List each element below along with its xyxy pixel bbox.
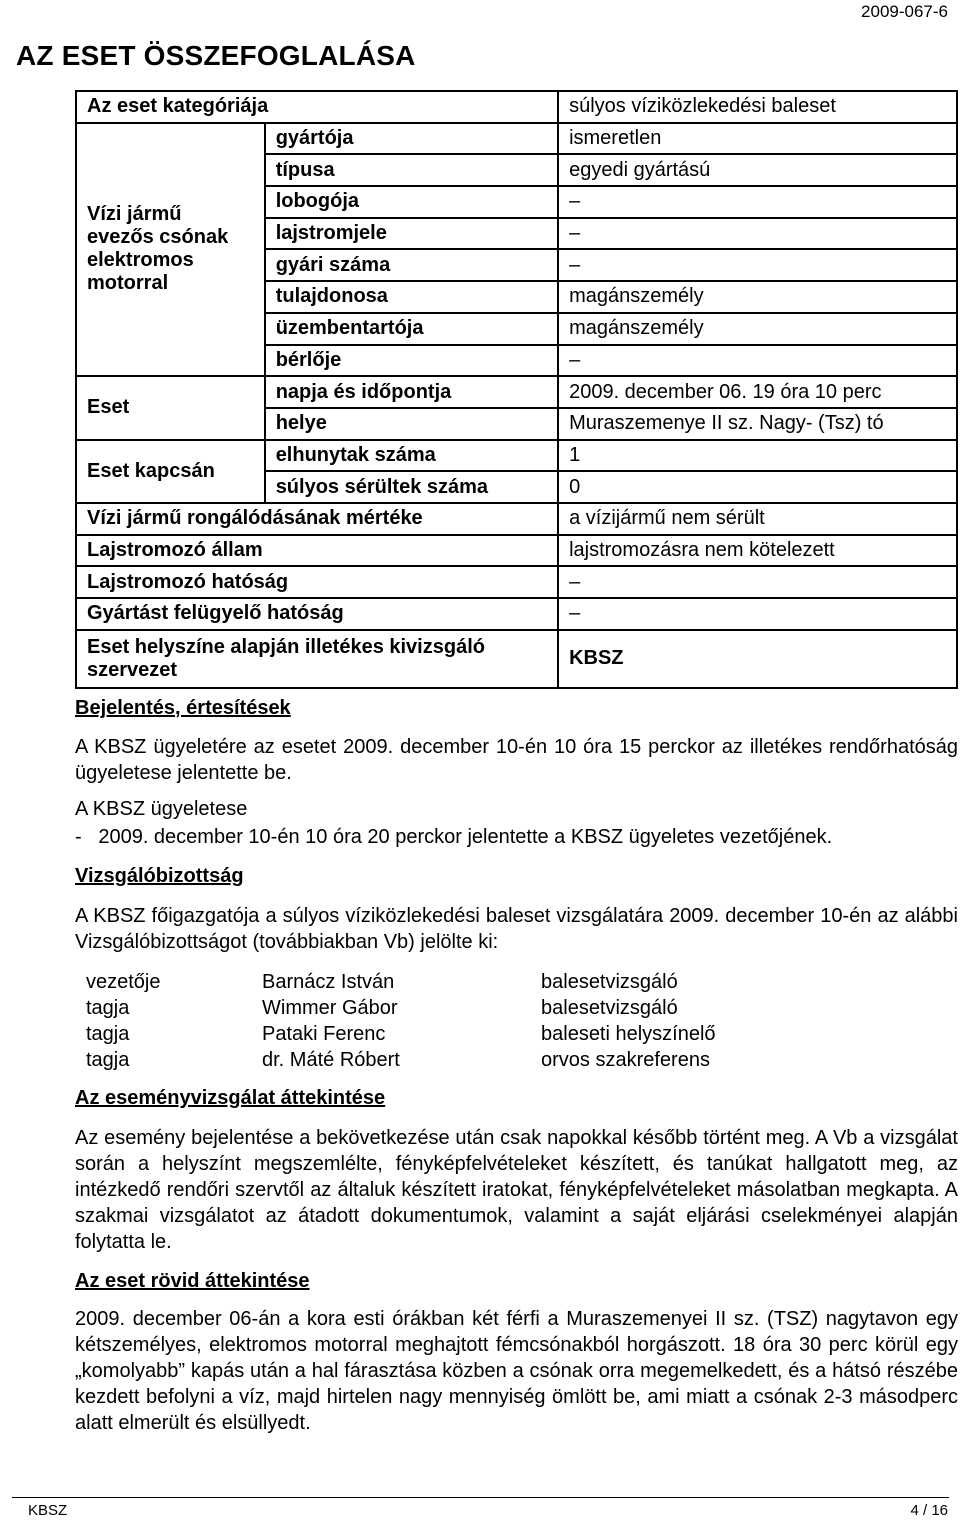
related-row-value: 1 [558, 440, 957, 472]
vessel-row-label: lobogója [265, 186, 558, 218]
member-title: baleseti helyszínelő [541, 1023, 716, 1045]
table-row [76, 440, 957, 472]
footer-org: KBSZ [28, 1502, 68, 1519]
vessel-group-line: elektromos [87, 249, 194, 272]
committee-intro: A KBSZ főigazgatója a súlyos víziközlekedési baleset vizsgálatára 2009. december 10-én az alábbi Vizsgálóbizottságot (továbbiakban Vb) jelölte ki: [75, 905, 958, 953]
vessel-row-label: lajstromjele [265, 218, 558, 250]
overview-heading: Az eseményvizsgálat áttekintése [75, 1087, 386, 1109]
table-row [76, 503, 957, 535]
related-group-label: Eset kapcsán [76, 440, 265, 503]
related-row-value: 0 [558, 471, 957, 503]
member-role: tagja [86, 1023, 130, 1045]
vessel-row-value: ismeretlen [558, 123, 957, 155]
notifications-section [75, 695, 958, 721]
notifications-p3: - 2009. december 10-én 10 óra 20 perckor jelentette a KBSZ ügyeletes vezetőjének. [75, 826, 833, 848]
table-row [76, 123, 957, 155]
summary-table [75, 90, 958, 689]
committee-heading: Vizsgálóbizottság [75, 865, 244, 887]
member-name: dr. Máté Róbert [262, 1049, 400, 1071]
page-number: 4 / 16 [910, 1502, 948, 1519]
member-role: tagja [86, 997, 130, 1019]
member-role: tagja [86, 1049, 130, 1071]
vessel-row-value: magánszemély [558, 313, 957, 345]
vessel-row-label: bérlője [265, 345, 558, 377]
list-item [86, 1021, 716, 1047]
table-row [76, 91, 957, 123]
table-row [76, 598, 957, 630]
event-row-label: napja és időpontja [265, 376, 558, 408]
table-row [76, 630, 957, 688]
vessel-row-label: gyári száma [265, 249, 558, 281]
list-item [86, 1047, 716, 1073]
member-role: vezetője [86, 971, 161, 993]
member-title: orvos szakreferens [541, 1049, 710, 1071]
member-name: Barnácz István [262, 971, 395, 993]
committee-list [86, 969, 716, 1073]
bottom-row-value: a vízijármű nem sérült [558, 503, 957, 535]
vessel-group-line: motorral [87, 272, 169, 295]
category-label: Az eset kategóriája [76, 91, 558, 123]
bottom-row-value: – [558, 598, 957, 630]
bottom-row-label: Gyártást felügyelő hatóság [76, 598, 558, 630]
vessel-row-value: egyedi gyártású [558, 154, 957, 186]
list-item [86, 995, 716, 1021]
vessel-row-label: típusa [265, 154, 558, 186]
vessel-group-label [76, 123, 265, 377]
page-title: AZ ESET ÖSSZEFOGLALÁSA [16, 40, 416, 71]
table-row [76, 376, 957, 408]
related-row-label: súlyos sérültek száma [265, 471, 558, 503]
overview-text: Az esemény bejelentése a bekövetkezése után csak napokkal később történt meg. A Vb a vizsgálat során a helyszínt megszemlélte, fényképfelvételeket készített, és tanúkat hallgatott meg, az intézkedő rendőri szervtől az általuk készített iratokat, fényképfelvételeket másolatban megkapta. A szakmai vizsgálatot az átadott dokumentumok, valamint a saját eljárási cselekményei alapján folytatta le. [75, 1127, 958, 1253]
event-row-label: helye [265, 408, 558, 440]
table-row [76, 566, 957, 598]
category-value: súlyos víziközlekedési baleset [558, 91, 957, 123]
notifications-p2: A KBSZ ügyeletese [75, 798, 248, 820]
vessel-row-label: gyártója [265, 123, 558, 155]
vessel-row-label: tulajdonosa [265, 281, 558, 313]
brief-section [75, 1268, 958, 1294]
vessel-row-value: – [558, 218, 957, 250]
vessel-row-value: magánszemély [558, 281, 957, 313]
committee-section [75, 863, 958, 889]
vessel-row-value: – [558, 249, 957, 281]
vessel-row-label: üzembentartója [265, 313, 558, 345]
investigator-label: Eset helyszíne alapján illetékes kivizsgáló szervezet [76, 630, 558, 688]
event-group-label: Eset [76, 376, 265, 439]
investigator-value: KBSZ [558, 630, 957, 688]
bottom-row-label: Lajstromozó hatóság [76, 566, 558, 598]
notifications-heading: Bejelentés, értesítések [75, 697, 291, 719]
event-row-value: 2009. december 06. 19 óra 10 perc [558, 376, 957, 408]
bottom-row-label: Vízi jármű rongálódásának mértéke [76, 503, 558, 535]
related-row-label: elhunytak száma [265, 440, 558, 472]
bottom-row-label: Lajstromozó állam [76, 535, 558, 567]
vessel-row-value: – [558, 345, 957, 377]
list-item [86, 969, 716, 995]
member-title: balesetvizsgáló [541, 997, 678, 1019]
document-id: 2009-067-6 [861, 2, 948, 21]
footer-divider [12, 1497, 949, 1498]
table-row [76, 535, 957, 567]
vessel-group-line: Vízi jármű [87, 203, 182, 226]
brief-heading: Az eset rövid áttekintése [75, 1270, 310, 1292]
member-name: Pataki Ferenc [262, 1023, 386, 1045]
member-name: Wimmer Gábor [262, 997, 398, 1019]
vessel-row-value: – [558, 186, 957, 218]
vessel-group-line: evezős csónak [87, 226, 229, 249]
notifications-p1: A KBSZ ügyeletére az esetet 2009. december 10-én 10 óra 15 perckor az illetékes rendőrhatóság ügyeletese jelentette be. [75, 736, 958, 784]
bottom-row-value: – [558, 566, 957, 598]
bottom-row-value: lajstromozásra nem kötelezett [558, 535, 957, 567]
member-title: balesetvizsgáló [541, 971, 678, 993]
event-row-value: Muraszemenye II sz. Nagy- (Tsz) tó [558, 408, 957, 440]
brief-text: 2009. december 06-án a kora esti órákban két férfi a Muraszemenyei II sz. (TSZ) nagytavon egy kétszemélyes, elektromos motorral meghajtott fémcsónakból horgászott. 18 óra 30 perc körül egy „komolyabb” kapás után a hal fárasztása közben a csónak orra megemelkedett, és a hátsó részébe kezdett befolyni a víz, majd hirtelen nagy mennyiség ömlött be, ami miatt a csónak 2-3 másodperc alatt elmerült és elsüllyedt. [75, 1308, 958, 1434]
overview-section [75, 1085, 958, 1111]
